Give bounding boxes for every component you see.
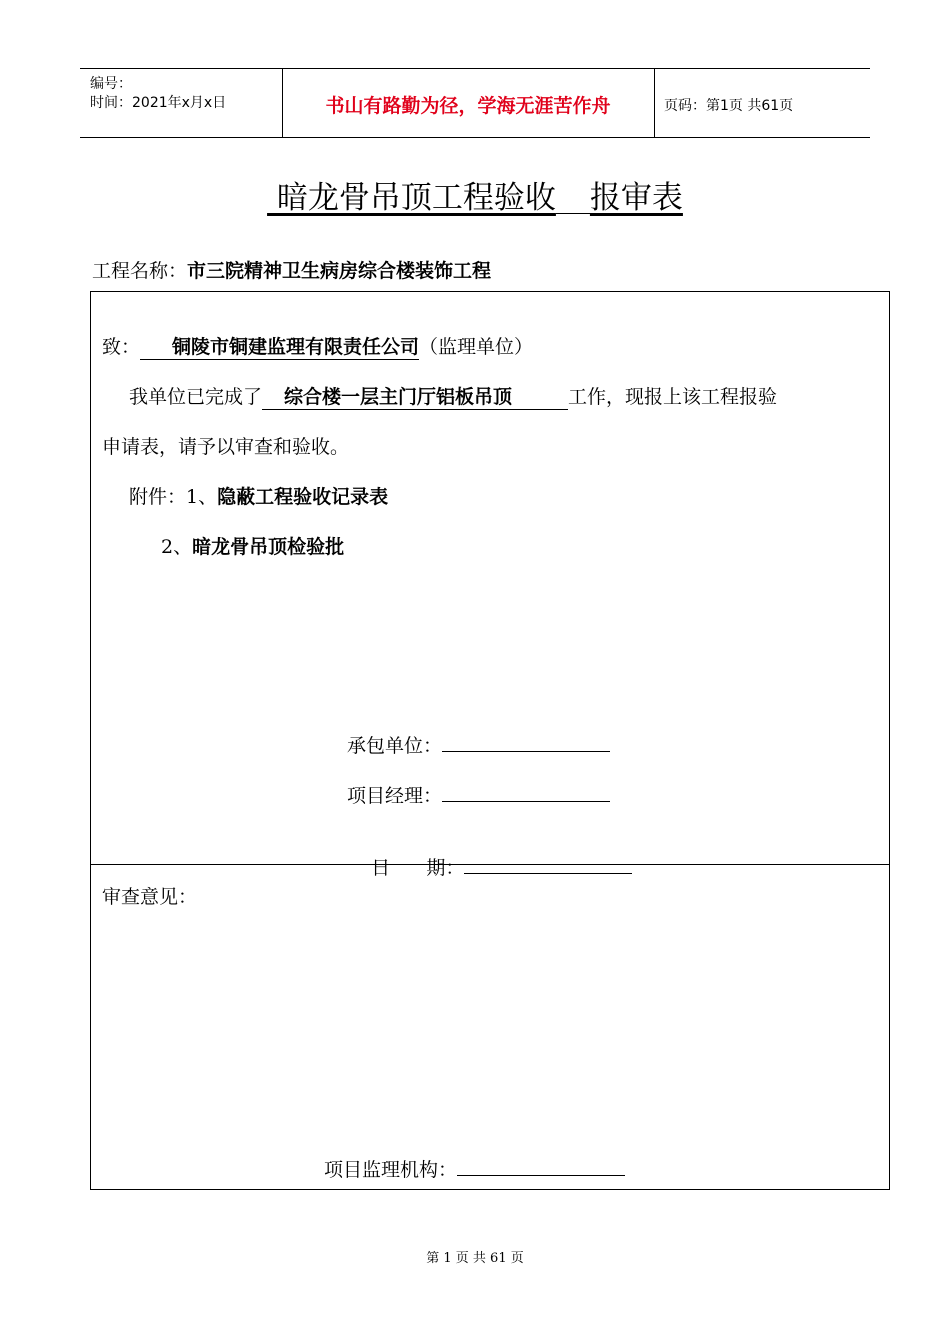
date-label: 日 期： <box>371 857 465 879</box>
org-label: 项目监理机构： <box>324 1159 458 1181</box>
header-right-cell <box>654 69 870 137</box>
attach2-text: 暗龙骨吊顶检验批 <box>192 536 345 558</box>
number-label: 编号： <box>90 76 132 92</box>
date-row <box>347 831 632 902</box>
manager-label: 项目经理： <box>347 785 443 807</box>
attachment-1 <box>129 482 388 509</box>
page-info: 页码：第1页 共61页 <box>664 98 794 114</box>
project-label: 工程名称： <box>92 260 188 282</box>
line1-prefix: 我单位已完成了 <box>129 386 263 408</box>
form-box <box>90 291 890 1190</box>
contractor-blank <box>442 731 610 752</box>
addressee-row <box>102 332 533 360</box>
manager-row <box>347 781 610 808</box>
contractor-row <box>347 731 610 758</box>
request-line: 申请表，请予以审查和验收。 <box>102 436 350 458</box>
title-part1: 暗龙骨吊顶工程验收 <box>267 180 556 216</box>
header-motto-cell <box>282 69 655 137</box>
to-label: 致： <box>102 336 141 358</box>
line1-suffix: 工作，现报上该工程报验 <box>568 386 778 408</box>
to-unit: 铜陵市铜建监理有限责任公司 <box>140 335 419 360</box>
attachment-2 <box>161 532 344 559</box>
page-header <box>80 68 870 138</box>
supervision-org-row <box>324 1155 625 1182</box>
page-footer: 第 1 页 共 61 页 <box>426 1251 524 1266</box>
attach2-num: 2、 <box>161 536 193 558</box>
work-item: 综合楼一层主门厅铝板吊顶 <box>262 385 568 410</box>
manager-blank <box>442 781 610 802</box>
to-suffix: （监理单位） <box>419 336 534 358</box>
time-label: 时间：2021年x月x日 <box>90 95 227 111</box>
title-part2: 报审表 <box>589 180 683 216</box>
project-name-row <box>92 256 491 283</box>
project-value: 市三院精神卫生病房综合楼装饰工程 <box>187 260 492 282</box>
title-gap <box>556 212 590 214</box>
document-title <box>0 172 950 217</box>
org-blank <box>457 1155 625 1176</box>
contractor-label: 承包单位： <box>347 735 443 757</box>
header-left-cell <box>80 69 283 137</box>
review-label: 审查意见： <box>102 886 198 908</box>
motto: 书山有路勤为径，学海无涯苦作舟 <box>325 95 611 117</box>
section-divider <box>91 864 889 865</box>
completion-row <box>129 382 777 410</box>
attach1-text: 隐蔽工程验收记录表 <box>217 486 389 508</box>
attach-label: 附件：1、 <box>129 486 218 508</box>
